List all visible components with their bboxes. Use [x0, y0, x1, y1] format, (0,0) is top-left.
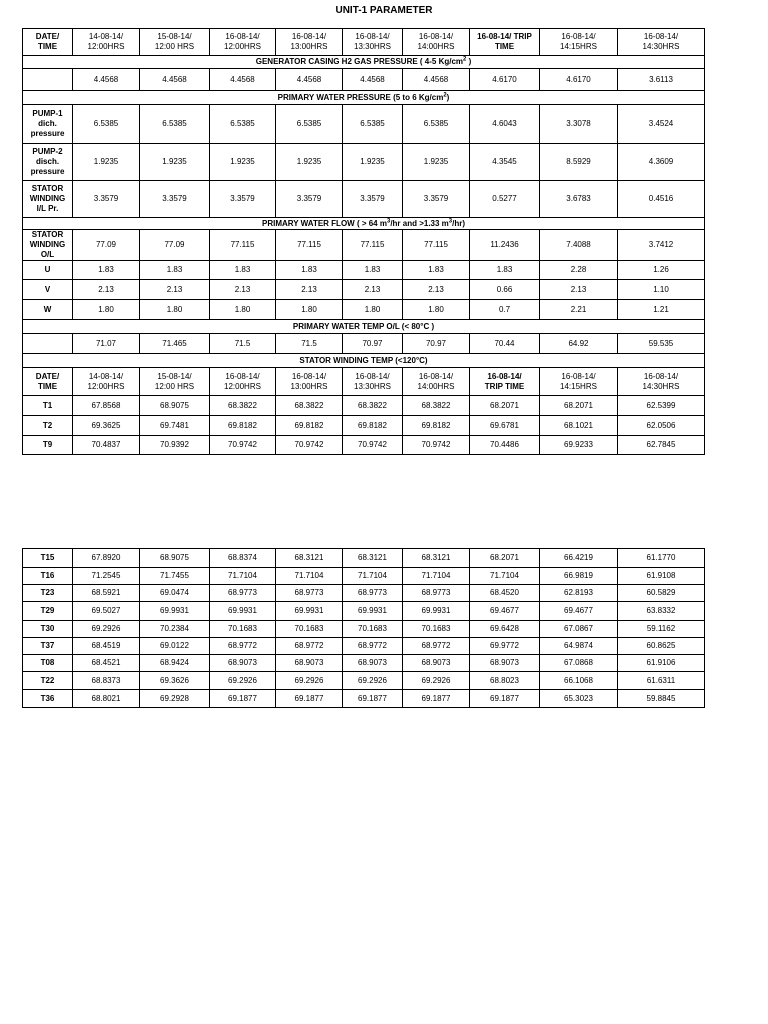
date-time-label: DATE/ TIME: [23, 368, 73, 396]
date-header-trip: 16-08-14/ TRIP TIME: [470, 29, 540, 56]
data-cell: 66.1068: [540, 672, 618, 690]
data-cell: 77.115: [210, 230, 276, 261]
data-cell: 3.3579: [403, 181, 470, 218]
data-cell: 1.80: [210, 300, 276, 320]
data-cell: 1.83: [470, 261, 540, 280]
data-cell: 2.28: [540, 261, 618, 280]
row-label: T36: [23, 690, 73, 708]
data-cell: 3.3579: [73, 181, 140, 218]
data-cell: 68.9772: [210, 638, 276, 655]
data-cell: 69.1877: [276, 690, 343, 708]
data-cell: 69.4677: [540, 602, 618, 621]
date-header: 16-08-14/ 14:15HRS: [540, 29, 618, 56]
row-label: T29: [23, 602, 73, 621]
data-cell: 71.07: [73, 334, 140, 354]
data-cell: 68.3822: [276, 396, 343, 416]
table-row: [23, 568, 705, 585]
data-cell: 4.3609: [618, 144, 705, 181]
row-label: U: [23, 261, 73, 280]
data-cell: 3.4524: [618, 105, 705, 144]
table-row: [23, 585, 705, 602]
data-cell: 1.83: [343, 261, 403, 280]
data-cell: 69.2926: [343, 672, 403, 690]
data-cell: 69.7481: [140, 416, 210, 436]
data-cell: 3.3078: [540, 105, 618, 144]
row-label: PUMP-2 disch. pressure: [23, 144, 73, 181]
data-cell: 62.0506: [618, 416, 705, 436]
data-cell: 69.2926: [403, 672, 470, 690]
date-header: 16-08-14/ 13:00HRS: [276, 29, 343, 56]
section-header-row: [23, 320, 705, 334]
row-label: T16: [23, 568, 73, 585]
data-cell: 70.1683: [210, 621, 276, 638]
data-cell: 70.4486: [470, 436, 540, 455]
row-label: T15: [23, 549, 73, 568]
data-cell: 68.9772: [276, 638, 343, 655]
data-cell: 77.115: [276, 230, 343, 261]
data-cell: 4.3545: [470, 144, 540, 181]
data-cell: 6.5385: [140, 105, 210, 144]
data-cell: 67.8920: [73, 549, 140, 568]
data-cell: 68.2071: [470, 549, 540, 568]
data-cell: 69.0122: [140, 638, 210, 655]
data-cell: 68.9772: [403, 638, 470, 655]
data-cell: 71.7104: [210, 568, 276, 585]
data-cell: 2.13: [276, 280, 343, 300]
data-cell: 71.465: [140, 334, 210, 354]
data-cell: 77.09: [140, 230, 210, 261]
section-stator-winding-temp: STATOR WINDING TEMP (<120°C): [23, 354, 705, 368]
data-cell: 4.4568: [210, 69, 276, 91]
data-cell: 6.5385: [210, 105, 276, 144]
data-cell: 4.6043: [470, 105, 540, 144]
data-cell: 68.3121: [276, 549, 343, 568]
data-cell: 64.92: [540, 334, 618, 354]
data-cell: 7.4088: [540, 230, 618, 261]
data-cell: 64.9874: [540, 638, 618, 655]
data-cell: 69.1877: [403, 690, 470, 708]
data-cell: 67.0867: [540, 621, 618, 638]
data-cell: 3.3579: [210, 181, 276, 218]
data-cell: 1.83: [140, 261, 210, 280]
data-cell: 1.26: [618, 261, 705, 280]
data-cell: 6.5385: [73, 105, 140, 144]
data-cell: 69.9931: [140, 602, 210, 621]
data-cell: 69.8182: [343, 416, 403, 436]
stator-outlet-row: [23, 230, 705, 261]
data-cell: 68.2071: [540, 396, 618, 416]
data-cell: 4.6170: [540, 69, 618, 91]
u-row: [23, 261, 705, 280]
data-cell: 71.7455: [140, 568, 210, 585]
data-cell: 6.5385: [403, 105, 470, 144]
data-cell: 68.8023: [470, 672, 540, 690]
data-cell: 68.3822: [343, 396, 403, 416]
data-cell: 60.8625: [618, 638, 705, 655]
data-cell: 4.6170: [470, 69, 540, 91]
header-row: [23, 368, 705, 396]
data-cell: 1.21: [618, 300, 705, 320]
date-header: 16-08-14/ 14:15HRS: [540, 368, 618, 396]
data-cell: 2.13: [140, 280, 210, 300]
date-header: 14-08-14/ 12:00HRS: [73, 368, 140, 396]
data-cell: 77.115: [343, 230, 403, 261]
pump1-row: [23, 105, 705, 144]
data-cell: 3.6783: [540, 181, 618, 218]
date-header: 16-08-14/ 12:00HRS: [210, 29, 276, 56]
data-cell: 69.1877: [343, 690, 403, 708]
data-cell: 70.9742: [210, 436, 276, 455]
row-label: V: [23, 280, 73, 300]
data-cell: 69.2926: [276, 672, 343, 690]
data-cell: 1.83: [276, 261, 343, 280]
data-cell: 70.9742: [276, 436, 343, 455]
data-cell: 1.9235: [210, 144, 276, 181]
date-header: 15-08-14/ 12:00 HRS: [140, 29, 210, 56]
data-cell: 3.7412: [618, 230, 705, 261]
row-label: T23: [23, 585, 73, 602]
row-label: T1: [23, 396, 73, 416]
data-cell: 68.1021: [540, 416, 618, 436]
table-row: [23, 602, 705, 621]
parameter-table: [22, 28, 705, 455]
row-label: T08: [23, 655, 73, 672]
data-cell: 61.1770: [618, 549, 705, 568]
data-cell: 68.9773: [403, 585, 470, 602]
stator-inlet-row: [23, 181, 705, 218]
row-label: STATOR WINDING I/L Pr.: [23, 181, 73, 218]
data-cell: 68.4520: [470, 585, 540, 602]
data-cell: 70.2384: [140, 621, 210, 638]
row-label: [23, 69, 73, 91]
data-cell: 69.3625: [73, 416, 140, 436]
date-time-label: DATE/ TIME: [23, 29, 73, 56]
data-cell: 68.8374: [210, 549, 276, 568]
data-cell: 68.9073: [470, 655, 540, 672]
data-cell: 1.9235: [403, 144, 470, 181]
data-cell: 60.5829: [618, 585, 705, 602]
data-cell: 65.3023: [540, 690, 618, 708]
data-cell: 69.9772: [470, 638, 540, 655]
data-cell: 68.9075: [140, 396, 210, 416]
data-cell: 70.97: [403, 334, 470, 354]
section-h2-gas-pressure: GENERATOR CASING H2 GAS PRESSURE ( 4-5 $Kg/cm^2$ ): [23, 56, 705, 69]
date-header: 16-08-14/ 14:30HRS: [618, 368, 705, 396]
data-cell: 68.9773: [210, 585, 276, 602]
date-header: 16-08-14/ 14:00HRS: [403, 29, 470, 56]
data-cell: 68.3121: [403, 549, 470, 568]
data-cell: 69.4677: [470, 602, 540, 621]
data-cell: 0.4516: [618, 181, 705, 218]
data-cell: 4.4568: [276, 69, 343, 91]
data-cell: 59.8845: [618, 690, 705, 708]
row-label: W: [23, 300, 73, 320]
data-cell: 63.8332: [618, 602, 705, 621]
data-cell: 1.9235: [73, 144, 140, 181]
date-header: 14-08-14/ 12:00HRS: [73, 29, 140, 56]
data-cell: 71.7104: [276, 568, 343, 585]
data-cell: 2.13: [73, 280, 140, 300]
data-cell: 68.8373: [73, 672, 140, 690]
data-cell: 59.1162: [618, 621, 705, 638]
data-cell: 68.3822: [403, 396, 470, 416]
pw-temp-row: [23, 334, 705, 354]
data-cell: 68.2071: [470, 396, 540, 416]
data-cell: 70.4837: [73, 436, 140, 455]
section-primary-water-temp: PRIMARY WATER TEMP O/L (< 80°C ): [23, 320, 705, 334]
data-cell: 67.0868: [540, 655, 618, 672]
data-cell: 61.6311: [618, 672, 705, 690]
data-cell: 71.2545: [73, 568, 140, 585]
w-row: [23, 300, 705, 320]
data-cell: 0.5277: [470, 181, 540, 218]
row-label: PUMP-1 dich. pressure: [23, 105, 73, 144]
date-header: 16-08-14/ 13:00HRS: [276, 368, 343, 396]
section-header-row: [23, 354, 705, 368]
data-cell: 70.44: [470, 334, 540, 354]
date-header-trip: 16-08-14/ TRIP TIME: [470, 368, 540, 396]
data-cell: 6.5385: [276, 105, 343, 144]
data-cell: 1.9235: [140, 144, 210, 181]
data-cell: 0.66: [470, 280, 540, 300]
data-cell: 69.2928: [140, 690, 210, 708]
row-label: T37: [23, 638, 73, 655]
stator-temp-table-continued: [22, 548, 705, 708]
data-cell: 68.4521: [73, 655, 140, 672]
data-cell: 69.9931: [276, 602, 343, 621]
data-cell: 3.6113: [618, 69, 705, 91]
data-cell: 61.9108: [618, 568, 705, 585]
data-cell: 2.13: [540, 280, 618, 300]
data-cell: 68.9073: [210, 655, 276, 672]
row-label: T30: [23, 621, 73, 638]
pump2-row: [23, 144, 705, 181]
data-cell: 69.2926: [210, 672, 276, 690]
data-cell: 62.5399: [618, 396, 705, 416]
data-cell: 66.4219: [540, 549, 618, 568]
data-cell: 66.9819: [540, 568, 618, 585]
data-cell: 6.5385: [343, 105, 403, 144]
data-cell: 71.5: [210, 334, 276, 354]
data-cell: 77.115: [403, 230, 470, 261]
data-cell: 69.3626: [140, 672, 210, 690]
data-cell: 1.80: [343, 300, 403, 320]
data-cell: 68.9075: [140, 549, 210, 568]
data-cell: 71.7104: [343, 568, 403, 585]
v-row: [23, 280, 705, 300]
data-cell: 2.13: [210, 280, 276, 300]
data-cell: 67.8568: [73, 396, 140, 416]
data-cell: 2.13: [403, 280, 470, 300]
data-cell: 69.1877: [470, 690, 540, 708]
data-cell: 70.97: [343, 334, 403, 354]
data-cell: 8.5929: [540, 144, 618, 181]
data-cell: 68.5921: [73, 585, 140, 602]
h2-gas-row: [23, 69, 705, 91]
row-label: T9: [23, 436, 73, 455]
data-cell: 1.9235: [343, 144, 403, 181]
data-cell: 69.9931: [403, 602, 470, 621]
data-cell: 69.9931: [210, 602, 276, 621]
data-cell: 2.21: [540, 300, 618, 320]
row-label: T22: [23, 672, 73, 690]
data-cell: 69.9233: [540, 436, 618, 455]
data-cell: 0.7: [470, 300, 540, 320]
section-header-row: [23, 218, 705, 230]
data-cell: 68.3121: [343, 549, 403, 568]
data-cell: 70.1683: [343, 621, 403, 638]
data-cell: 68.9073: [276, 655, 343, 672]
table-2-body: [23, 549, 705, 708]
table-row: [23, 690, 705, 708]
data-cell: 69.6428: [470, 621, 540, 638]
table-row: [23, 672, 705, 690]
header-row: [23, 29, 705, 56]
data-cell: 70.9742: [343, 436, 403, 455]
section-primary-water-flow: PRIMARY WATER FLOW ( > 64 $m^3/hr$ and >1.33 $m^3/hr$): [23, 218, 705, 230]
data-cell: 3.3579: [276, 181, 343, 218]
date-header: 16-08-14/ 14:30HRS: [618, 29, 705, 56]
data-cell: 69.6781: [470, 416, 540, 436]
section-header-row: [23, 56, 705, 69]
data-cell: 69.0474: [140, 585, 210, 602]
data-cell: 70.1683: [276, 621, 343, 638]
data-cell: 69.5027: [73, 602, 140, 621]
t1-row: [23, 396, 705, 416]
data-cell: 71.7104: [403, 568, 470, 585]
section-header-row: [23, 91, 705, 105]
data-cell: 68.9773: [276, 585, 343, 602]
data-cell: 1.83: [403, 261, 470, 280]
data-cell: 70.9392: [140, 436, 210, 455]
data-cell: 68.3822: [210, 396, 276, 416]
data-cell: 62.8193: [540, 585, 618, 602]
data-cell: 69.8182: [403, 416, 470, 436]
table-row: [23, 655, 705, 672]
document-title: UNIT-1 PARAMETER: [335, 5, 433, 16]
row-label: [23, 334, 73, 354]
date-header: 16-08-14/ 13:30HRS: [343, 29, 403, 56]
data-cell: 1.83: [210, 261, 276, 280]
data-cell: 1.80: [140, 300, 210, 320]
date-header: 16-08-14/ 12:00HRS: [210, 368, 276, 396]
data-cell: 69.8182: [276, 416, 343, 436]
date-header: 16-08-14/ 14:00HRS: [403, 368, 470, 396]
data-cell: 4.4568: [343, 69, 403, 91]
data-cell: 4.4568: [73, 69, 140, 91]
data-cell: 1.80: [403, 300, 470, 320]
data-cell: 1.80: [73, 300, 140, 320]
data-cell: 77.09: [73, 230, 140, 261]
date-header: 16-08-14/ 13:30HRS: [343, 368, 403, 396]
data-cell: 62.7845: [618, 436, 705, 455]
section-primary-water-pressure: PRIMARY WATER PRESSURE (5 to 6 $Kg/cm^2$): [23, 91, 705, 105]
data-cell: 68.9772: [343, 638, 403, 655]
data-cell: 69.9931: [343, 602, 403, 621]
data-cell: 59.535: [618, 334, 705, 354]
data-cell: 68.4519: [73, 638, 140, 655]
table-row: [23, 549, 705, 568]
data-cell: 70.9742: [403, 436, 470, 455]
data-cell: 69.2926: [73, 621, 140, 638]
row-label: STATOR WINDING O/L: [23, 230, 73, 261]
data-cell: 1.80: [276, 300, 343, 320]
data-cell: 71.7104: [470, 568, 540, 585]
data-cell: 61.9106: [618, 655, 705, 672]
data-cell: 2.13: [343, 280, 403, 300]
data-cell: 68.8021: [73, 690, 140, 708]
data-cell: 68.9073: [343, 655, 403, 672]
data-cell: 68.9773: [343, 585, 403, 602]
data-cell: 68.9073: [403, 655, 470, 672]
data-cell: 1.9235: [276, 144, 343, 181]
t9-row: [23, 436, 705, 455]
t2-row: [23, 416, 705, 436]
data-cell: 71.5: [276, 334, 343, 354]
data-cell: 11.2436: [470, 230, 540, 261]
data-cell: 70.1683: [403, 621, 470, 638]
data-cell: 3.3579: [343, 181, 403, 218]
data-cell: 4.4568: [140, 69, 210, 91]
data-cell: 68.9424: [140, 655, 210, 672]
date-header: 15-08-14/ 12:00 HRS: [140, 368, 210, 396]
row-label: T2: [23, 416, 73, 436]
data-cell: 1.83: [73, 261, 140, 280]
table-row: [23, 638, 705, 655]
table-row: [23, 621, 705, 638]
data-cell: 69.1877: [210, 690, 276, 708]
data-cell: 4.4568: [403, 69, 470, 91]
data-cell: 69.8182: [210, 416, 276, 436]
data-cell: 3.3579: [140, 181, 210, 218]
data-cell: 1.10: [618, 280, 705, 300]
